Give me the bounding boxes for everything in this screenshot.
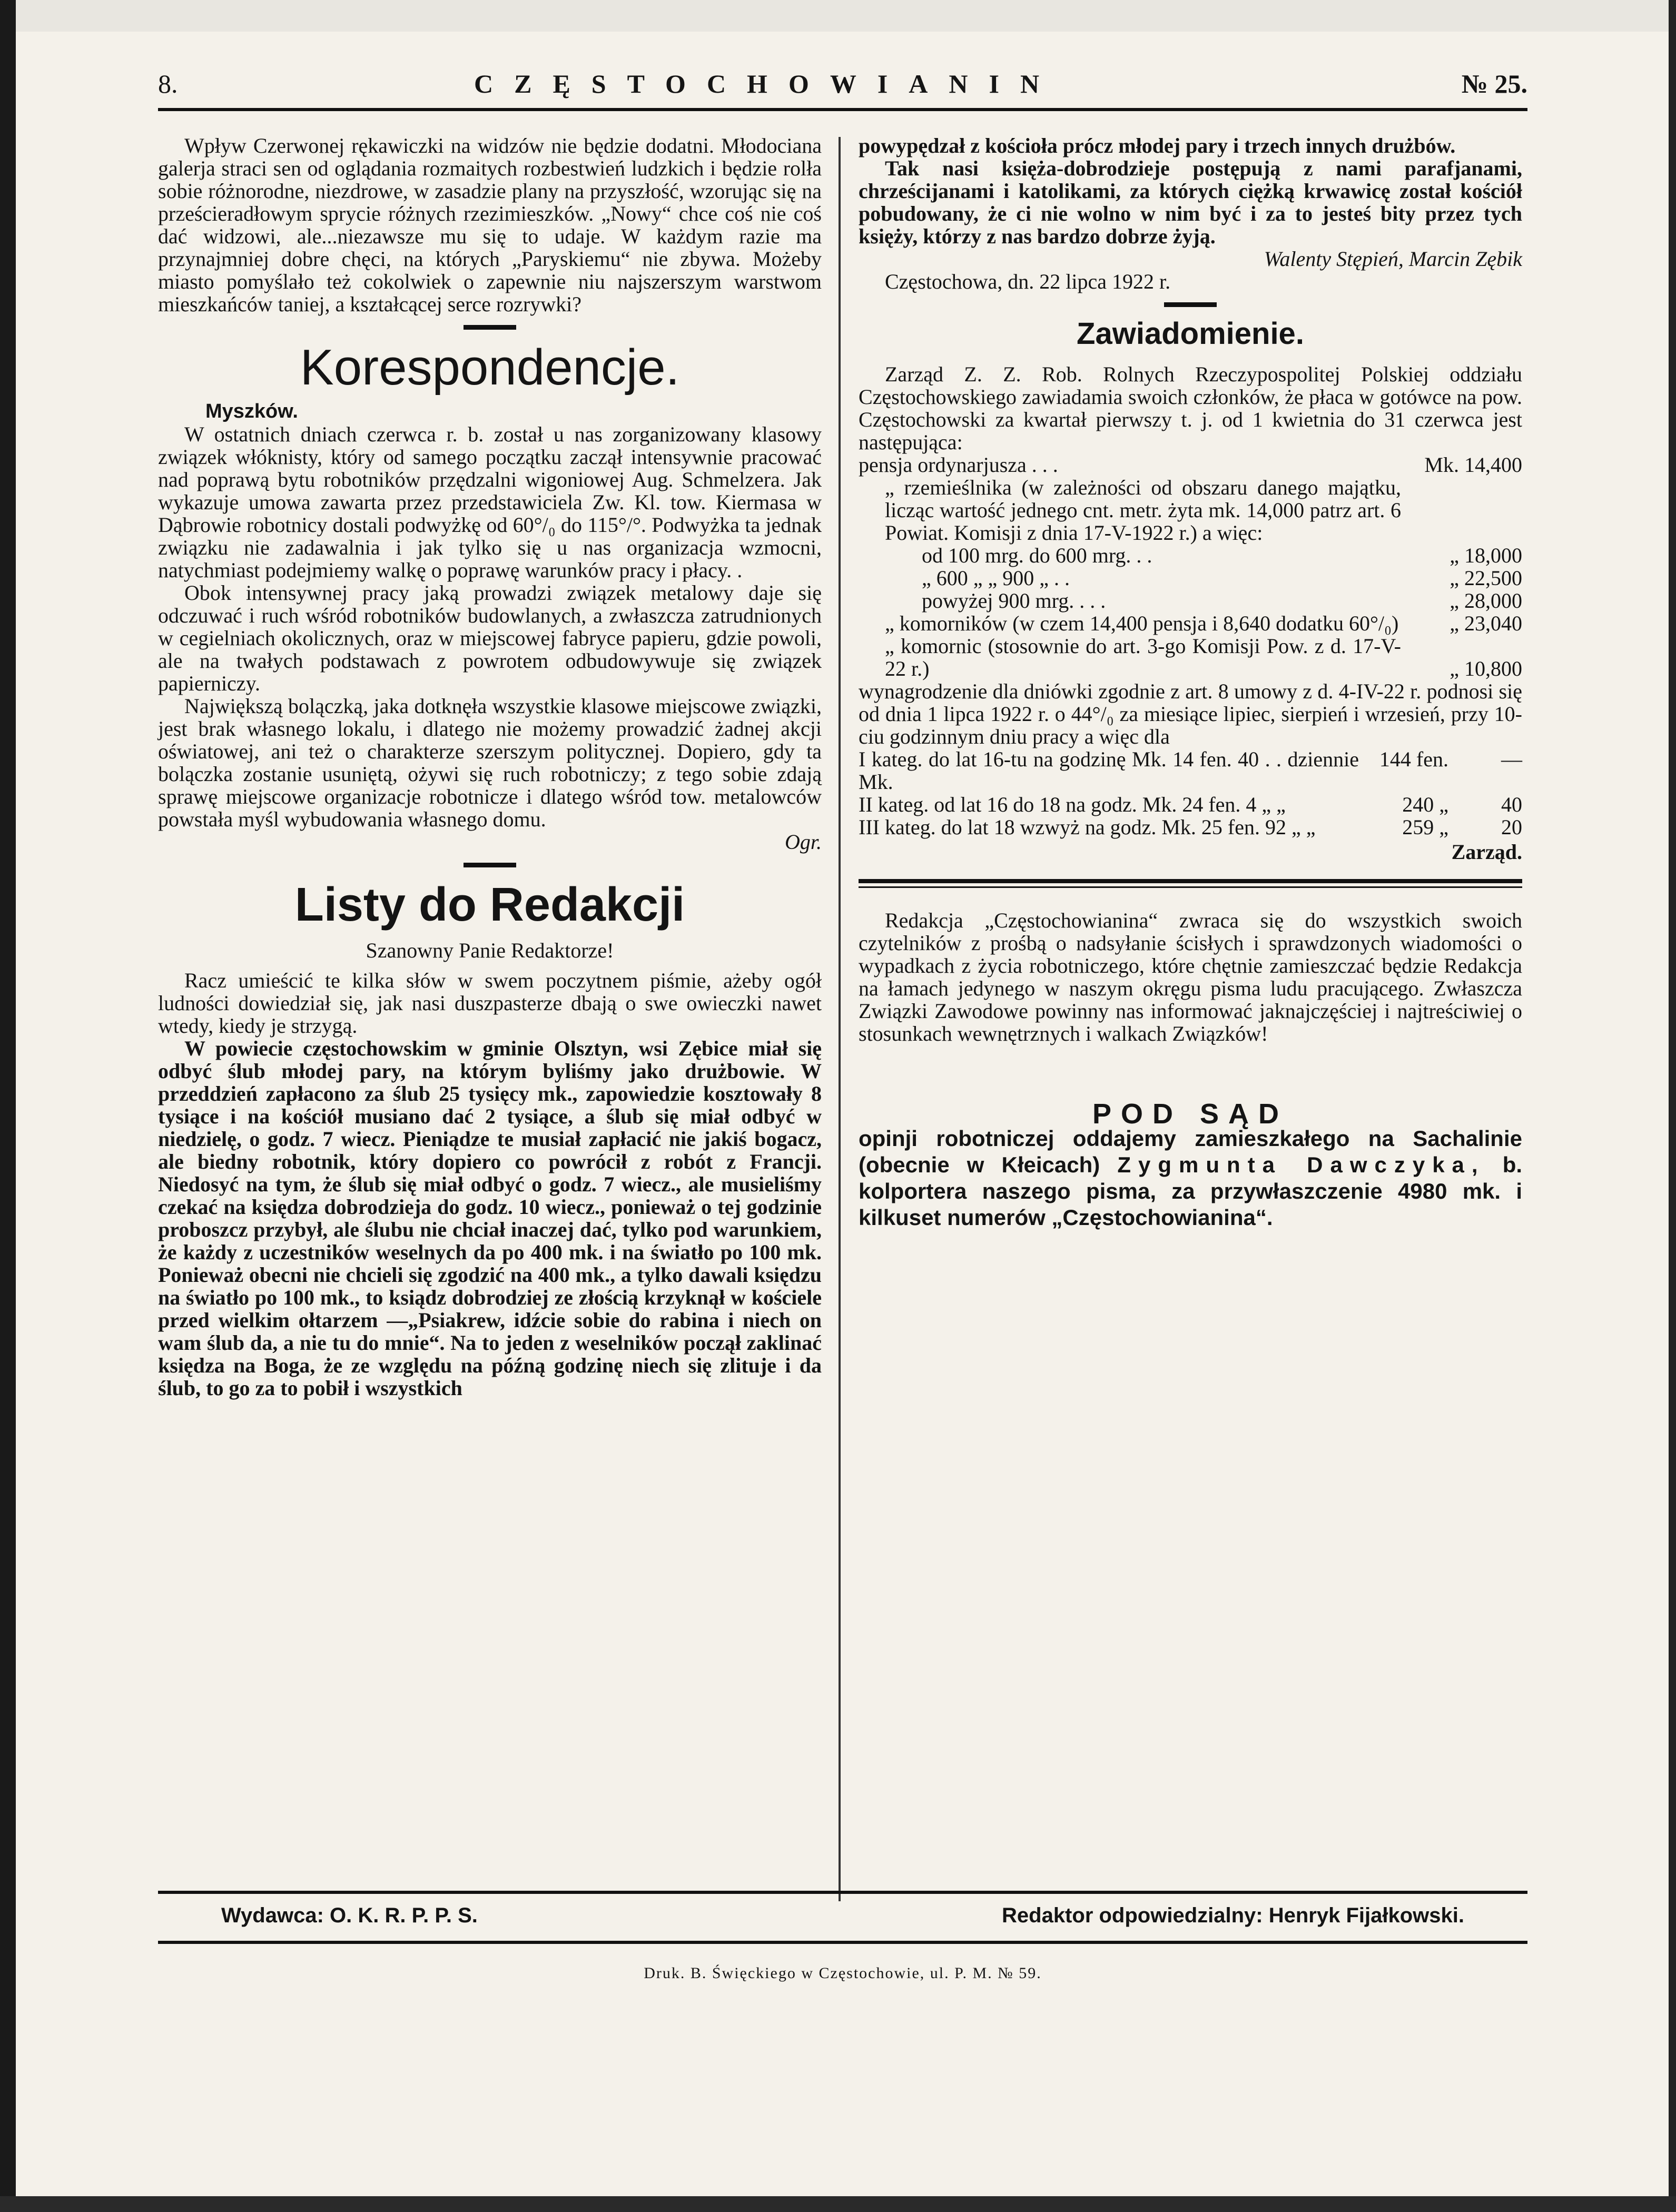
article-signature: Ogr.: [784, 830, 822, 854]
article-paragraph: Obok intensywnej pracy jaką prowadzi związek metalowy daje się odczuwać i ruch wśród robotników budowlanych, a zwłaszcza zatrudnionych w cegielniach okolicznych, oraz w miejscowej fabryce papieru, gdzie powoli, ale na twałych podstawach z powrotem odbudowywuje się związek papierniczy.: [158, 581, 822, 695]
pay-label: III kateg. do lat 18 wzwyż na godz. Mk. 25 fen. 92 „ „: [859, 815, 1316, 839]
wage-row: [859, 453, 1522, 476]
salutation: Szanowny Panie Redaktorze!: [366, 939, 614, 962]
footer-rule: [158, 1891, 1527, 1894]
pay-row: [859, 793, 1522, 816]
wage-label: „ komorników (w czem 14,400 pensja i 8,640 dodatku 60°/₀): [885, 611, 1399, 635]
pod-sad-name: Zygmunta Dawczyka,: [1117, 1152, 1485, 1177]
location-label: Myszków.: [205, 400, 298, 422]
footer-rule: [158, 1941, 1527, 1944]
pay-amount: 259 „: [1402, 815, 1448, 839]
announcement-signature: Zarząd.: [1451, 840, 1522, 864]
pay-cents: —: [1501, 747, 1522, 771]
right-column: [859, 134, 1522, 1231]
letter-paragraph: powypędzał z kościoła prócz młodej pary i trzech innych drużbów.: [859, 134, 1456, 157]
pay-label: II kateg. od lat 16 do 18 na godz. Mk. 24 fen. 4 „ „: [859, 793, 1286, 816]
scan-left-edge: [0, 0, 16, 2212]
pay-row: [859, 748, 1522, 793]
letter-date: Częstochowa, dn. 22 lipca 1922 r.: [885, 270, 1171, 293]
pod-sad-body: [859, 1125, 1522, 1231]
pay-amount: 240 „: [1402, 793, 1448, 816]
issue-number: № 25.: [1461, 69, 1527, 98]
editor: Redaktor odpowiedzialny: Henryk Fijałkowski.: [1002, 1904, 1464, 1927]
section-dash: [464, 325, 516, 330]
pay-rates: [859, 748, 1522, 838]
letter-paragraph: W powiecie częstochowskim w gminie Olsztyn, wsi Zębice miał się odbyć ślub młodej pary, na którym byliśmy jako drużbowie. W przeddzień zapłacono za ślub 25 tysięcy mk., zapowiedzie kosztowały 8 tysiące i na kościół musiano dać 2 tysiące, a ślub się miał odbyć w niedzielę, o godz. 7 wiecz. Pieniądze te musiał zapłacić nie jakiś bogacz, ale biedny robotnik, który dopiero co powrócił z robót z Francji. Niedosyć na tym, że ślub się miał odbyć o godz. 7 wiecz., ale musieliśmy czekać na księdza dobrodzieja do godz. 10 wiecz., ponieważ o tej godzinie proboszcz przybył, ale ślubu nie chciał inaczej dać, tylko pod warunkiem, że każdy z uczestników weselnych da po 400 mk. i na światło po 100 mk. Ponieważ obecni nie chcieli się zgodzić na 400 mk., a tylko dawali księdzu na światło po 100 mk., to ksiądz dobrodziej ze złością krzyknął w kościele przed wielkim ołtarzem —„Psiakrew, idźcie sobie do rabina i niech on wam ślub da, a nie tu do mnie“. Na to jeden z weselników począł zaklinać księdza na Boga, że ze względu na późną godzinę niech się zlituje i da ślub, to go za to pobił i wszystkich: [158, 1036, 822, 1400]
pod-sad-text: opinji robotniczej oddajemy zamieszkałego na Sachalinie (obecnie w Kłeicach): [859, 1126, 1522, 1177]
page-number: 8.: [158, 69, 178, 98]
pay-amount: 144 fen.: [1379, 747, 1448, 771]
wage-label: od 100 mrg. do 600 mrg. . .: [922, 544, 1152, 567]
wage-row: [859, 476, 1522, 544]
article-paragraph: Największą bolączką, jaka dotknęła wszystkie klasowe miejscowe związki, jest brak własnego lokalu, i dlatego nie możemy prowadzić żadnej akcji oświatowej, ani też o charakterze szerszym politycznej. Dopiero, gdy ta bolączka zostanie usuniętą, ożywi się ruch robotniczy; z tego sobie zdają sprawę miejscowe organizacje robotnicze i dlatego wśród tow. metalowców powstała myśl wybudowania własnego domu.: [158, 694, 822, 831]
newspaper-page: [158, 63, 1527, 2117]
pay-label: I kateg. do lat 16-tu na godzinę Mk. 14 fen. 40 . . dziennie Mk.: [859, 747, 1359, 794]
wage-value: „ 23,040: [1450, 611, 1522, 635]
footer-credits: [158, 1904, 1527, 1935]
letter-paragraph: Racz umieścić te kilka słów w swem poczytnem piśmie, ażeby ogół ludności dowiedział się, jak nasi duszpasterze dbają o swe owieczki nawet wtedy, kiedy je strzygą.: [158, 969, 822, 1038]
wage-row: [859, 544, 1522, 567]
scan-right-edge: [1669, 0, 1676, 2212]
wage-label: „ rzemieślnika (w zależności od obszaru danego majątku, licząc wartość jednego cnt. metr. żyta mk. 14,000 patrz art. 6 Powiat. Komisji z dnia 17-V-1922 r.) a więc:: [885, 476, 1401, 545]
wage-table: [859, 453, 1522, 680]
section-rule-thin: [859, 886, 1522, 888]
wage-row: [859, 612, 1522, 635]
wage-row: [859, 589, 1522, 612]
wage-row: [859, 567, 1522, 589]
left-column: [158, 134, 822, 1399]
wage-value: „ 22,500: [1450, 566, 1522, 590]
pod-sad-text: b. kolportera naszego pisma, za przywłaszczenie 4980 mk. i kilkuset numerów „Częstochowianina“.: [859, 1152, 1523, 1230]
listy-heading: Listy do Redakcji: [294, 878, 685, 931]
scan-bottom-edge: [0, 2196, 1676, 2212]
zawiadomienie-heading: Zawiadomienie.: [1077, 317, 1304, 351]
korespondencje-heading: Korespondencje.: [300, 339, 680, 396]
pay-row: [859, 816, 1522, 838]
section-dash: [464, 863, 516, 867]
pay-cents: 20: [1501, 815, 1522, 839]
wage-row: [859, 635, 1522, 680]
printer-line: Druk. B. Święckiego w Częstochowie, ul. P. M. № 59.: [644, 1964, 1042, 1982]
wage-label: pensja ordynarjusza . . .: [859, 453, 1058, 477]
redakcja-note: Redakcja „Częstochowianina“ zwraca się do wszystkich swoich czytelników z prośbą o nadsyłanie ścisłych i sprawdzonych wiadomości o wypadkach z życia robotniczego, które chętnie zamieszczać będzie Redakcja na łamach jedynego w naszym okręgu pisma ludu pracującego. Zwłaszcza Związki Zawodowe powinny nas informować jaknajczęściej i najtreściwiej o stosunkach wewnętrznych i walkach Związków!: [859, 908, 1522, 1045]
wage-value: [1401, 476, 1522, 544]
section-dash: [1164, 302, 1217, 307]
letter-signature: Walenty Stępień, Marcin Zębik: [1264, 247, 1522, 271]
wage-value: „ 28,000: [1450, 589, 1522, 613]
page-header: [158, 63, 1527, 105]
intro-paragraph: Wpływ Czerwonej rękawiczki na widzów nie będzie dodatni. Młodociana galerja straci sen od oglądania rozmaitych rozbestwień ludzkich i będzie rolła sobie różnorodne, niezdrowe, w zasadzie plany na przyszłość, wzorując się na prześcieradłowym sprycie różnych rzezimieszków. „Nowy“ chce coś nie coś dać widzowi, ale...niezawsze mu się to udaje. W każdym razie ma przynajmniej dobre chęci, na których „Paryskiemu“ nie zbywa. Możeby miasto pomyślało też cokolwiek o zapewnie niu najszerszym warstwom mieszkańców taniej, a kształcącej serce rozrywki?: [158, 134, 822, 316]
masthead-title: CZĘSTOCHOWIANIN: [474, 69, 1061, 98]
header-rule: [158, 108, 1527, 111]
wage-value: „ 10,800: [1450, 657, 1522, 680]
wage-text: wynagrodzenie dla dniówki zgodnie z art. 8 umowy z d. 4-IV-22 r. podnosi się od dnia 1 lipca 1922 r. o 44°/₀ za miesiące lipiec, sierpień i wrzesień, przy 10-ciu godzinnym dniu pracy a więc dla: [859, 679, 1522, 748]
pod-sad-heading: POD SĄD: [1092, 1098, 1289, 1130]
article-paragraph: W ostatnich dniach czerwca r. b. został u nas zorganizowany klasowy związek włóknisty, który od samego początku zaczął intensywnie pracować nad poprawą bytu robotników przędzalni wigoniowej Aug. Schmelzera. Jak wykazuje umowa zawarta przez przedstawiciela Zw. Kl. tow. Kiermasa w Dąbrowie robotnicy dostali podwyżkę od 60°/₀ do 115°/°. Podwyżka ta jednak związku nie zadawalnia i jak tylko się u nas organizacja wzmocni, natychmiast podejmiemy walkę o poprawę warunków pracy i płacy. .: [158, 422, 822, 582]
announcement-intro: Zarząd Z. Z. Rob. Rolnych Rzeczypospolitej Polskiej oddziału Częstochowskiego zawiadamia swoich członków, że płaca w gotówce na pow. Częstochowski za kwartał pierwszy t. j. od 1 kwietnia do 31 czerwca jest następująca:: [859, 362, 1522, 454]
scan-top-edge: [0, 0, 1676, 32]
wage-value: „ 18,000: [1450, 544, 1522, 567]
letter-paragraph: Tak nasi księża-dobrodzieje postępują z nami parafjanami, chrześcijanami i katolikami, za których ciężką krwawicę został kościół pobudowany, że ci nie wolno w nim być i za to jesteś bity przez tych księży, którzy z nas bardzo dobrze żyją.: [859, 156, 1522, 248]
column-divider: [839, 137, 841, 1901]
section-rule: [859, 879, 1522, 883]
publisher: Wydawca: O. K. R. P. P. S.: [221, 1904, 478, 1927]
pay-cents: 40: [1501, 793, 1522, 816]
wage-label: „ komornic (stosownie do art. 3-go Komisji Pow. z d. 17-V-22 r.): [885, 634, 1401, 680]
wage-value: Mk. 14,400: [1424, 453, 1522, 477]
wage-label: „ 600 „ „ 900 „ . .: [922, 566, 1070, 590]
wage-label: powyżej 900 mrg. . . .: [922, 589, 1106, 613]
